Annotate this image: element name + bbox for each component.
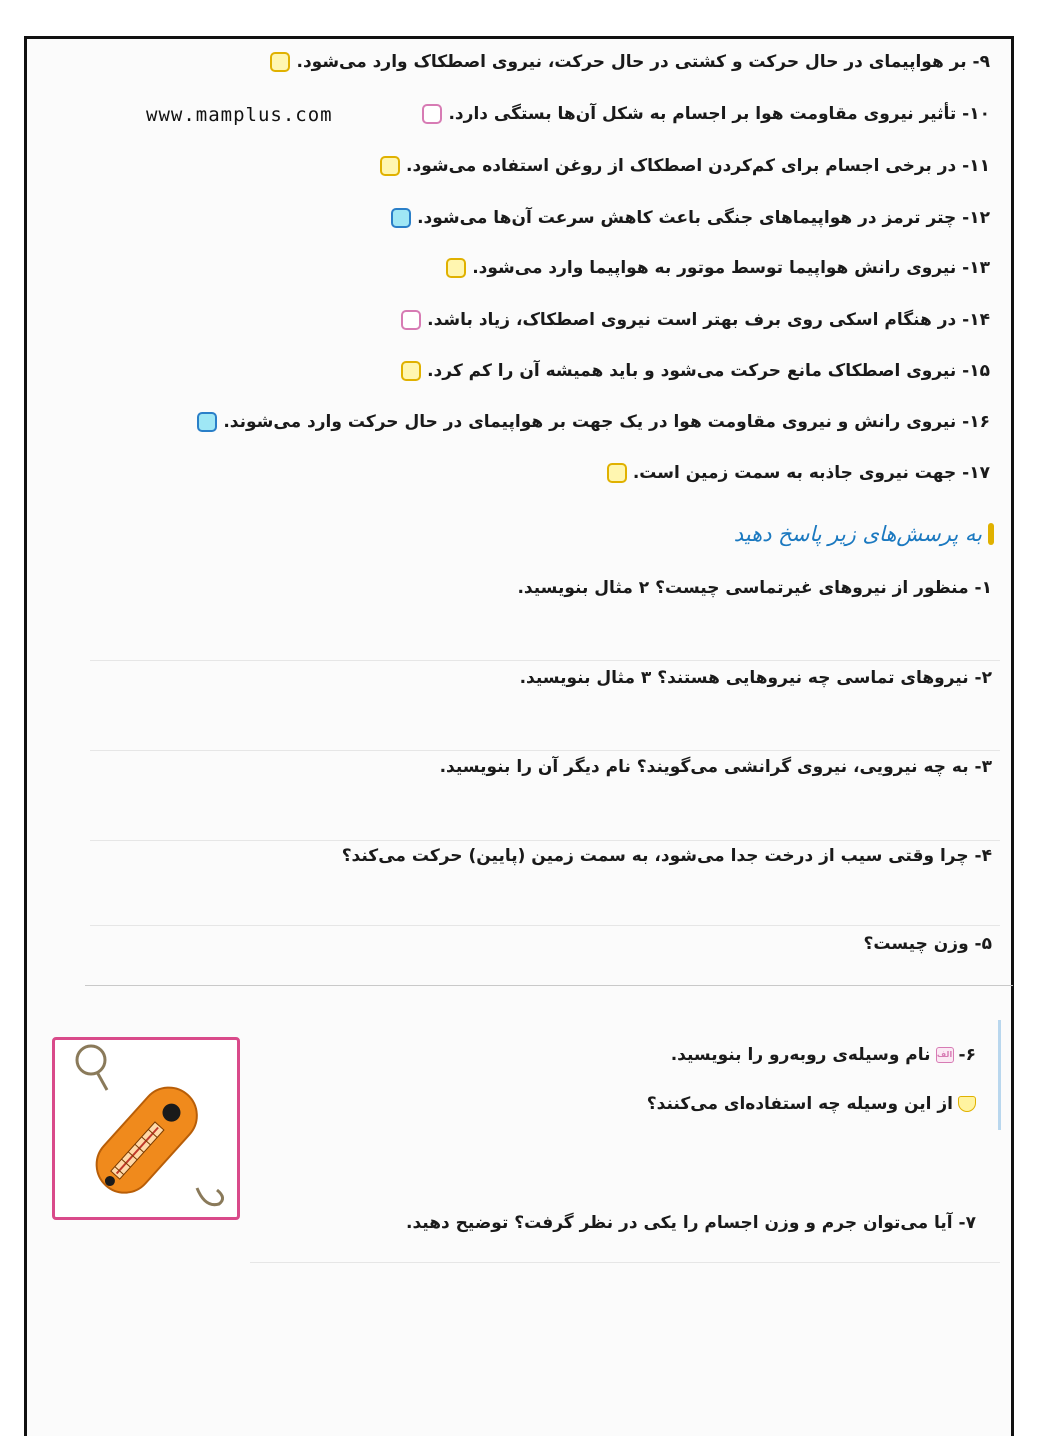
statement-11 [380,156,990,176]
question-7: ۷- آیا می‌توان جرم و وزن اجسام را یکی در نظر گرفت؟ توضیح دهید. [406,1213,976,1233]
answer-checkbox[interactable] [446,258,466,278]
statement-text: ۱۴- در هنگام اسکی روی برف بهتر است نیروی اصطکاک، زیاد باشد. [427,310,990,330]
question-2: ۲- نیروهای تماسی چه نیروهایی هستند؟ ۳ مثال بنویسید. [519,668,992,688]
statement-text: ۱۲- چتر ترمز در هواپیماهای جنگی باعث کاهش سرعت آن‌ها می‌شود. [417,208,990,228]
watermark-url: www.mamplus.com [146,104,333,126]
statement-text: ۱۷- جهت نیروی جاذبه به سمت زمین است. [632,463,990,483]
answer-line [250,1262,1000,1263]
section-heading [734,522,994,546]
question-4: ۴- چرا وقتی سیب از درخت جدا می‌شود، به سمت زمین (پایین) حرکت می‌کند؟ [341,846,992,866]
question-6 [671,1045,976,1065]
margin-mark [998,1020,1001,1130]
question-6b [647,1094,976,1114]
statement-10 [422,104,990,124]
answer-checkbox[interactable] [607,463,627,483]
answer-checkbox[interactable] [380,156,400,176]
answer-checkbox[interactable] [401,310,421,330]
statement-text: ۱۳- نیروی رانش هواپیما توسط موتور به هواپیما وارد می‌شود. [472,258,990,278]
answer-checkbox[interactable] [401,361,421,381]
statement-9 [270,52,990,72]
statement-17 [607,463,990,483]
answer-checkbox[interactable] [422,104,442,124]
part-a-tag [936,1047,954,1063]
answer-line [90,750,1000,751]
section-bullet-icon [988,523,994,545]
statement-15 [401,361,990,381]
question-3: ۳- به چه نیرویی، نیروی گرانشی می‌گویند؟ نام دیگر آن را بنویسید. [439,757,992,777]
statement-13 [446,258,990,278]
part-b-tag [958,1096,976,1112]
question-5: ۵- وزن چیست؟ [863,934,992,954]
statement-text: ۹- بر هواپیمای در حال حرکت و کشتی در حال حرکت، نیروی اصطکاک وارد می‌شود. [296,52,990,72]
statement-text: ۱۰- تأثیر نیروی مقاومت هوا بر اجسام به شکل آن‌ها بستگی دارد. [448,104,990,124]
part-a-tag-text: الف [936,1050,953,1059]
answer-checkbox[interactable] [197,412,217,432]
statement-16 [197,412,990,432]
statement-text: ۱۱- در برخی اجسام برای کم‌کردن اصطکاک از روغن استفاده می‌شود. [406,156,990,176]
section-divider [85,985,1013,986]
question-6b-text: از این وسیله چه استفاده‌ای می‌کنند؟ [646,1094,953,1114]
statement-14 [401,310,990,330]
question-6-text: نام وسیله‌ی روبه‌رو را بنویسید. [670,1045,931,1065]
question-1: ۱- منظور از نیروهای غیرتماسی چیست؟ ۲ مثال بنویسید. [517,578,992,598]
answer-line [90,840,1000,841]
section-heading-text: به پرسش‌های زیر پاسخ دهید [733,522,982,546]
answer-checkbox[interactable] [270,52,290,72]
spring-scale-icon [55,1040,237,1217]
question-6-number: ۶- [958,1045,976,1065]
spring-scale-picture [52,1037,240,1220]
answer-checkbox[interactable] [391,208,411,228]
answer-line [90,925,1000,926]
statement-12 [391,208,990,228]
statement-text: ۱۵- نیروی اصطکاک مانع حرکت می‌شود و باید همیشه آن را کم کرد. [427,361,990,381]
answer-line [90,660,1000,661]
statement-text: ۱۶- نیروی رانش و نیروی مقاومت هوا در یک جهت بر هواپیمای در حال حرکت وارد می‌شوند. [223,412,990,432]
